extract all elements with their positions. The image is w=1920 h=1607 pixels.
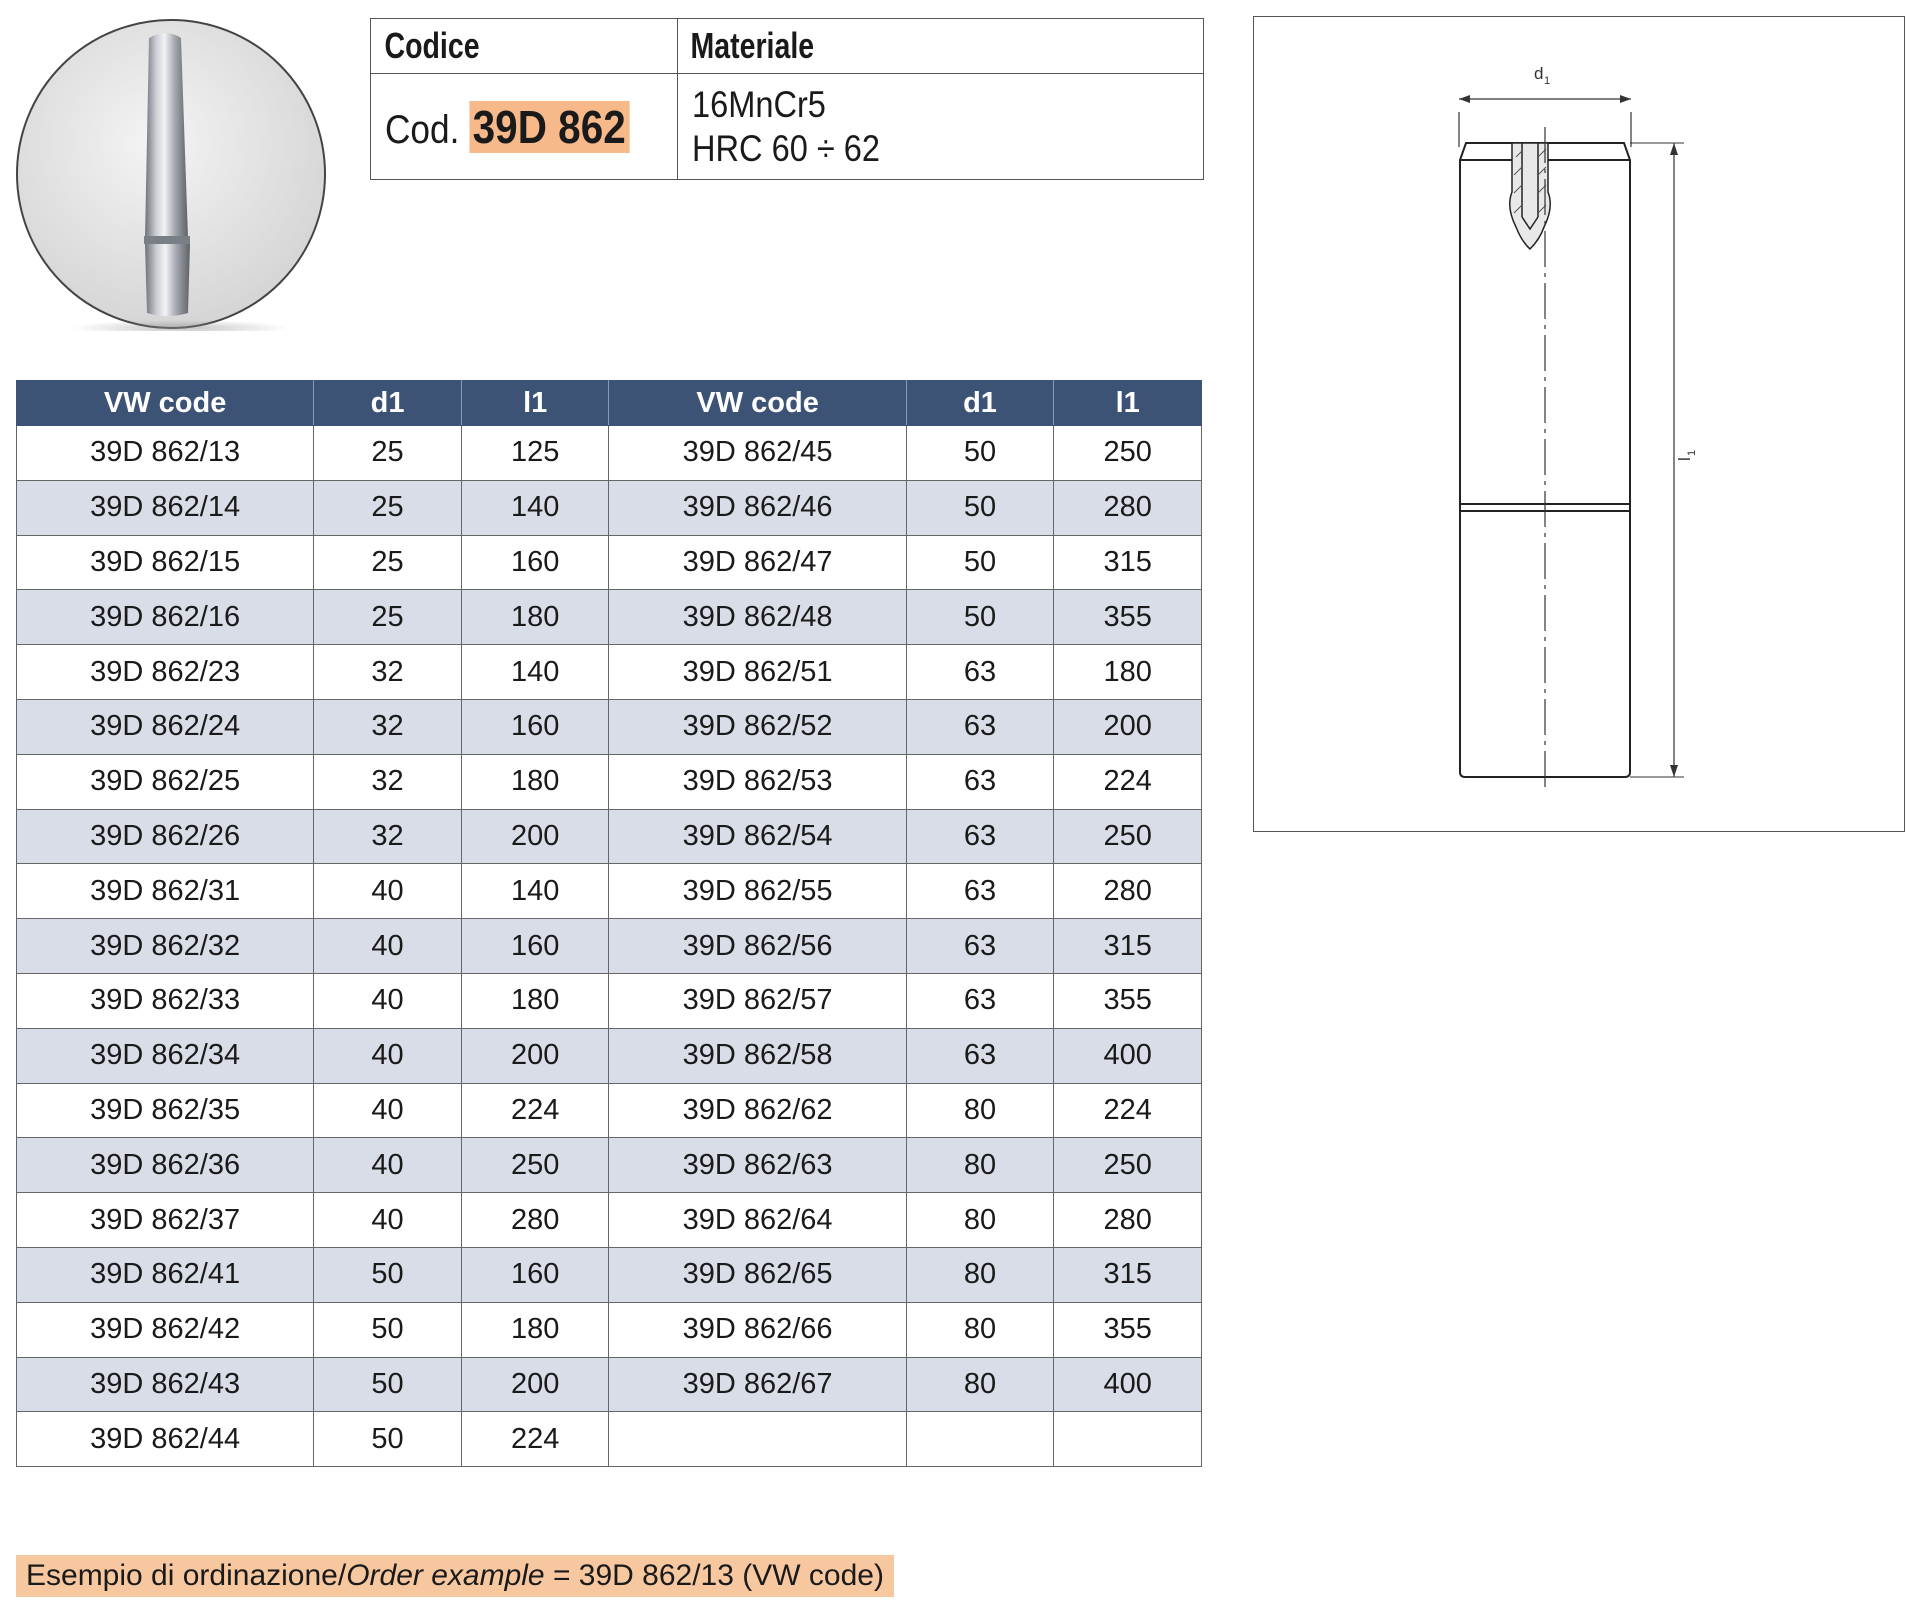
l1-cell: 180 <box>461 590 609 645</box>
order-example <box>16 1555 894 1597</box>
table-row <box>17 699 1202 754</box>
d1-cell: 40 <box>314 1028 462 1083</box>
vw-code-cell: 39D 862/33 <box>17 973 314 1028</box>
pin-shadow <box>71 320 291 331</box>
d1-cell: 40 <box>314 1138 462 1193</box>
d1-cell: 80 <box>906 1302 1054 1357</box>
d1-cell: 50 <box>906 426 1054 481</box>
code-cell <box>371 74 678 180</box>
l1-cell: 125 <box>461 426 609 481</box>
vw-code-cell: 39D 862/57 <box>609 973 906 1028</box>
d1-label: d <box>1534 64 1544 83</box>
vw-code-cell: 39D 862/51 <box>609 645 906 700</box>
table-body <box>17 426 1202 1467</box>
d1-cell: 63 <box>906 1028 1054 1083</box>
l1-cell: 280 <box>1054 1193 1202 1248</box>
l1-cell: 160 <box>461 535 609 590</box>
l1-cell: 224 <box>461 1083 609 1138</box>
d1-cell: 63 <box>906 973 1054 1028</box>
material-header: Materiale <box>677 19 1151 74</box>
l1-cell: 140 <box>461 864 609 919</box>
d1-cell: 25 <box>314 480 462 535</box>
d1-subscript: 1 <box>1544 75 1551 87</box>
table-row <box>17 809 1202 864</box>
vw-code-cell: 39D 862/52 <box>609 699 906 754</box>
vw-code-cell: 39D 862/16 <box>17 590 314 645</box>
d1-cell: 80 <box>906 1193 1054 1248</box>
d1-cell: 32 <box>314 754 462 809</box>
table-row <box>17 1412 1202 1467</box>
l1-cell: 400 <box>1054 1357 1202 1412</box>
vw-code-cell: 39D 862/41 <box>17 1247 314 1302</box>
l1-cell: 250 <box>1054 426 1202 481</box>
d1-cell: 80 <box>906 1138 1054 1193</box>
vw-code-cell: 39D 862/55 <box>609 864 906 919</box>
vw-code-cell: 39D 862/67 <box>609 1357 906 1412</box>
d1-cell: 80 <box>906 1357 1054 1412</box>
product-photo <box>16 16 326 331</box>
l1-cell <box>1054 1412 1202 1467</box>
d1-cell: 63 <box>906 754 1054 809</box>
table-row <box>17 754 1202 809</box>
vw-code-cell: 39D 862/48 <box>609 590 906 645</box>
d1-cell: 63 <box>906 919 1054 974</box>
l1-cell: 160 <box>461 919 609 974</box>
d1-cell: 50 <box>906 590 1054 645</box>
l1-cell: 200 <box>461 1028 609 1083</box>
l1-cell: 224 <box>1054 754 1202 809</box>
l1-cell: 400 <box>1054 1028 1202 1083</box>
table-row <box>17 1083 1202 1138</box>
vw-code-cell: 39D 862/13 <box>17 426 314 481</box>
table-row <box>17 1357 1202 1412</box>
vw-code-cell: 39D 862/63 <box>609 1138 906 1193</box>
material-hardness: HRC 60 ÷ 62 <box>691 127 880 169</box>
d1-cell: 40 <box>314 1193 462 1248</box>
vw-code-cell: 39D 862/42 <box>17 1302 314 1357</box>
vw-code-cell: 39D 862/44 <box>17 1412 314 1467</box>
l1-cell: 315 <box>1054 1247 1202 1302</box>
d1-cell: 40 <box>314 1083 462 1138</box>
d1-cell: 50 <box>314 1412 462 1467</box>
l1-cell: 355 <box>1054 590 1202 645</box>
table-row <box>17 864 1202 919</box>
d1-cell: 25 <box>314 590 462 645</box>
table-row <box>17 1138 1202 1193</box>
table-row <box>17 480 1202 535</box>
table-row <box>17 1028 1202 1083</box>
technical-drawing <box>1253 16 1905 832</box>
d1-cell: 63 <box>906 699 1054 754</box>
l1-cell: 180 <box>461 1302 609 1357</box>
l1-subscript: 1 <box>1686 449 1698 456</box>
l1-cell: 315 <box>1054 919 1202 974</box>
code-prefix: Cod. <box>385 107 460 152</box>
vw-code-cell: 39D 862/37 <box>17 1193 314 1248</box>
d1-cell: 63 <box>906 809 1054 864</box>
l1-cell: 280 <box>1054 480 1202 535</box>
l1-cell: 355 <box>1054 1302 1202 1357</box>
d1-cell: 32 <box>314 699 462 754</box>
l1-cell: 180 <box>461 754 609 809</box>
header-l1: l1 <box>461 381 609 426</box>
table-row <box>17 973 1202 1028</box>
d1-cell: 50 <box>906 535 1054 590</box>
vw-code-cell: 39D 862/62 <box>609 1083 906 1138</box>
l1-label: l <box>1675 457 1694 461</box>
l1-cell: 280 <box>461 1193 609 1248</box>
l1-cell: 160 <box>461 1247 609 1302</box>
vw-code-cell: 39D 862/34 <box>17 1028 314 1083</box>
l1-cell: 315 <box>1054 535 1202 590</box>
l1-cell: 180 <box>1054 645 1202 700</box>
order-example-suffix: = 39D 862/13 (VW code) <box>544 1559 884 1592</box>
vw-code-cell <box>609 1412 906 1467</box>
header-vw-code-2: VW code <box>609 381 906 426</box>
l1-cell: 224 <box>1054 1083 1202 1138</box>
vw-code-cell: 39D 862/45 <box>609 426 906 481</box>
table-row <box>17 1302 1202 1357</box>
l1-cell: 250 <box>1054 1138 1202 1193</box>
l1-cell: 224 <box>461 1412 609 1467</box>
order-example-prefix: Esempio di ordinazione/ <box>26 1559 347 1592</box>
table-row <box>17 426 1202 481</box>
threaded-hole-section <box>1510 143 1551 249</box>
code-material-table <box>370 18 1204 180</box>
l1-cell: 200 <box>1054 699 1202 754</box>
table-row <box>17 535 1202 590</box>
vw-code-cell: 39D 862/32 <box>17 919 314 974</box>
material-grade: 16MnCr5 <box>691 83 826 125</box>
l1-cell: 200 <box>461 1357 609 1412</box>
vw-code-cell: 39D 862/14 <box>17 480 314 535</box>
l1-cell: 180 <box>461 973 609 1028</box>
vw-code-cell: 39D 862/36 <box>17 1138 314 1193</box>
d1-cell: 25 <box>314 535 462 590</box>
vw-code-cell: 39D 862/58 <box>609 1028 906 1083</box>
d1-cell: 40 <box>314 973 462 1028</box>
vw-code-cell: 39D 862/24 <box>17 699 314 754</box>
order-example-italic: Order example <box>346 1559 545 1592</box>
d1-cell: 50 <box>906 480 1054 535</box>
header-vw-code: VW code <box>17 381 314 426</box>
l1-cell: 355 <box>1054 973 1202 1028</box>
table-row <box>17 1193 1202 1248</box>
d1-cell: 25 <box>314 426 462 481</box>
vw-code-cell: 39D 862/15 <box>17 535 314 590</box>
d1-cell: 63 <box>906 864 1054 919</box>
header-l1-2: l1 <box>1054 381 1202 426</box>
l1-cell: 280 <box>1054 864 1202 919</box>
l1-cell: 160 <box>461 699 609 754</box>
vw-code-cell: 39D 862/23 <box>17 645 314 700</box>
pin-drawing <box>1254 17 1904 831</box>
d1-cell: 40 <box>314 919 462 974</box>
l1-cell: 140 <box>461 645 609 700</box>
material-cell <box>677 74 1203 180</box>
header-d1: d1 <box>314 381 462 426</box>
vw-code-cell: 39D 862/64 <box>609 1193 906 1248</box>
vw-code-table <box>16 380 1202 1467</box>
l1-cell: 250 <box>1054 809 1202 864</box>
table-header-row <box>17 381 1202 426</box>
table-row <box>17 1247 1202 1302</box>
l1-cell: 140 <box>461 480 609 535</box>
vw-code-cell: 39D 862/53 <box>609 754 906 809</box>
vw-code-cell: 39D 862/35 <box>17 1083 314 1138</box>
code-value-highlight: 39D 862 <box>469 101 629 153</box>
d1-cell: 50 <box>314 1302 462 1357</box>
vw-code-cell: 39D 862/54 <box>609 809 906 864</box>
table-row <box>17 919 1202 974</box>
d1-cell: 32 <box>314 645 462 700</box>
vw-code-cell: 39D 862/56 <box>609 919 906 974</box>
vw-code-cell: 39D 862/26 <box>17 809 314 864</box>
code-header: Codice <box>371 19 647 74</box>
d1-cell: 80 <box>906 1083 1054 1138</box>
vw-code-cell: 39D 862/66 <box>609 1302 906 1357</box>
d1-cell: 80 <box>906 1247 1054 1302</box>
l1-cell: 200 <box>461 809 609 864</box>
table-row <box>17 645 1202 700</box>
vw-code-cell: 39D 862/43 <box>17 1357 314 1412</box>
d1-cell: 40 <box>314 864 462 919</box>
header-d1-2: d1 <box>906 381 1054 426</box>
vw-code-cell: 39D 862/31 <box>17 864 314 919</box>
l1-cell: 250 <box>461 1138 609 1193</box>
d1-cell: 32 <box>314 809 462 864</box>
vw-code-cell: 39D 862/25 <box>17 754 314 809</box>
d1-cell: 63 <box>906 645 1054 700</box>
d1-cell: 50 <box>314 1357 462 1412</box>
d1-cell: 50 <box>314 1247 462 1302</box>
d1-cell <box>906 1412 1054 1467</box>
vw-code-cell: 39D 862/47 <box>609 535 906 590</box>
vw-code-cell: 39D 862/46 <box>609 480 906 535</box>
vw-code-cell: 39D 862/65 <box>609 1247 906 1302</box>
table-row <box>17 590 1202 645</box>
